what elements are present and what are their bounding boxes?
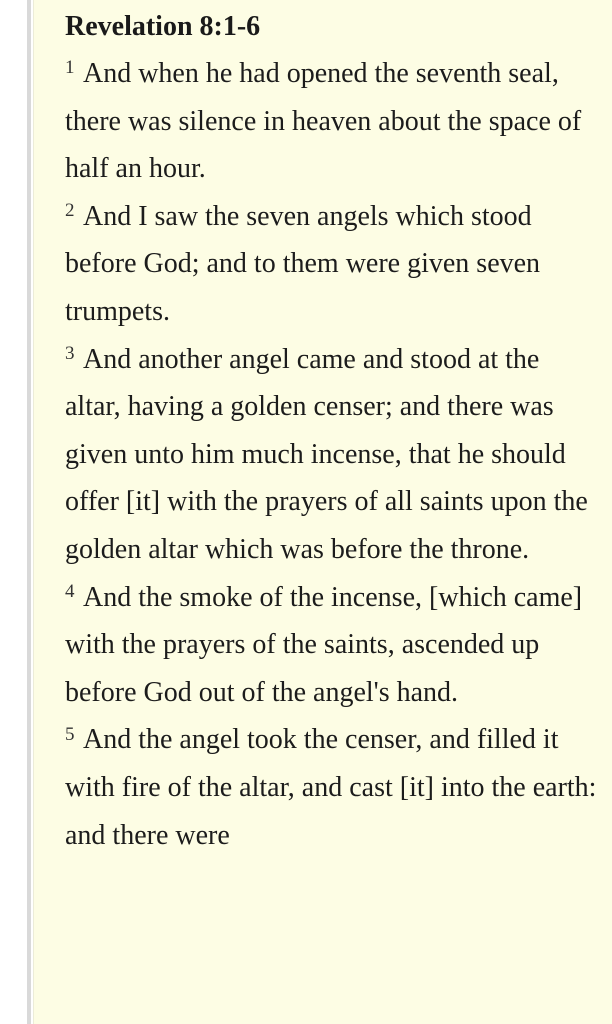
left-margin-rule [27,0,31,1024]
scripture-panel [33,0,612,1024]
verse-3 [65,336,600,574]
verse-4 [65,574,600,717]
verse-number: 4 [65,580,75,602]
verse-text: And the smoke of the incense, [which came] with the prayers of the saints, ascended up before God out of the angel's hand. [65,581,583,708]
verse-text: And the angel took the censer, and filled it with fire of the altar, and cast [it] into the earth: and there were [65,724,597,851]
verse-2 [65,193,600,336]
verse-number: 1 [65,57,75,79]
passage-title: Revelation 8:1-6 [65,11,261,42]
verse-text: And when he had opened the seventh seal, there was silence in heaven about the space of half an hour. [65,58,582,185]
verse-number: 2 [65,200,75,222]
verse-text: And another angel came and stood at the altar, having a golden censer; and there was given unto him much incense, that he should offer [it] with the prayers of all saints upon the golden altar which was before the throne. [65,343,588,565]
verse-number: 3 [65,343,75,365]
verse-text: And I saw the seven angels which stood before God; and to them were given seven trumpets. [65,200,541,327]
verse-1 [65,50,600,193]
passage-content [65,4,600,859]
verse-5 [65,716,600,859]
verse-number: 5 [65,723,75,745]
